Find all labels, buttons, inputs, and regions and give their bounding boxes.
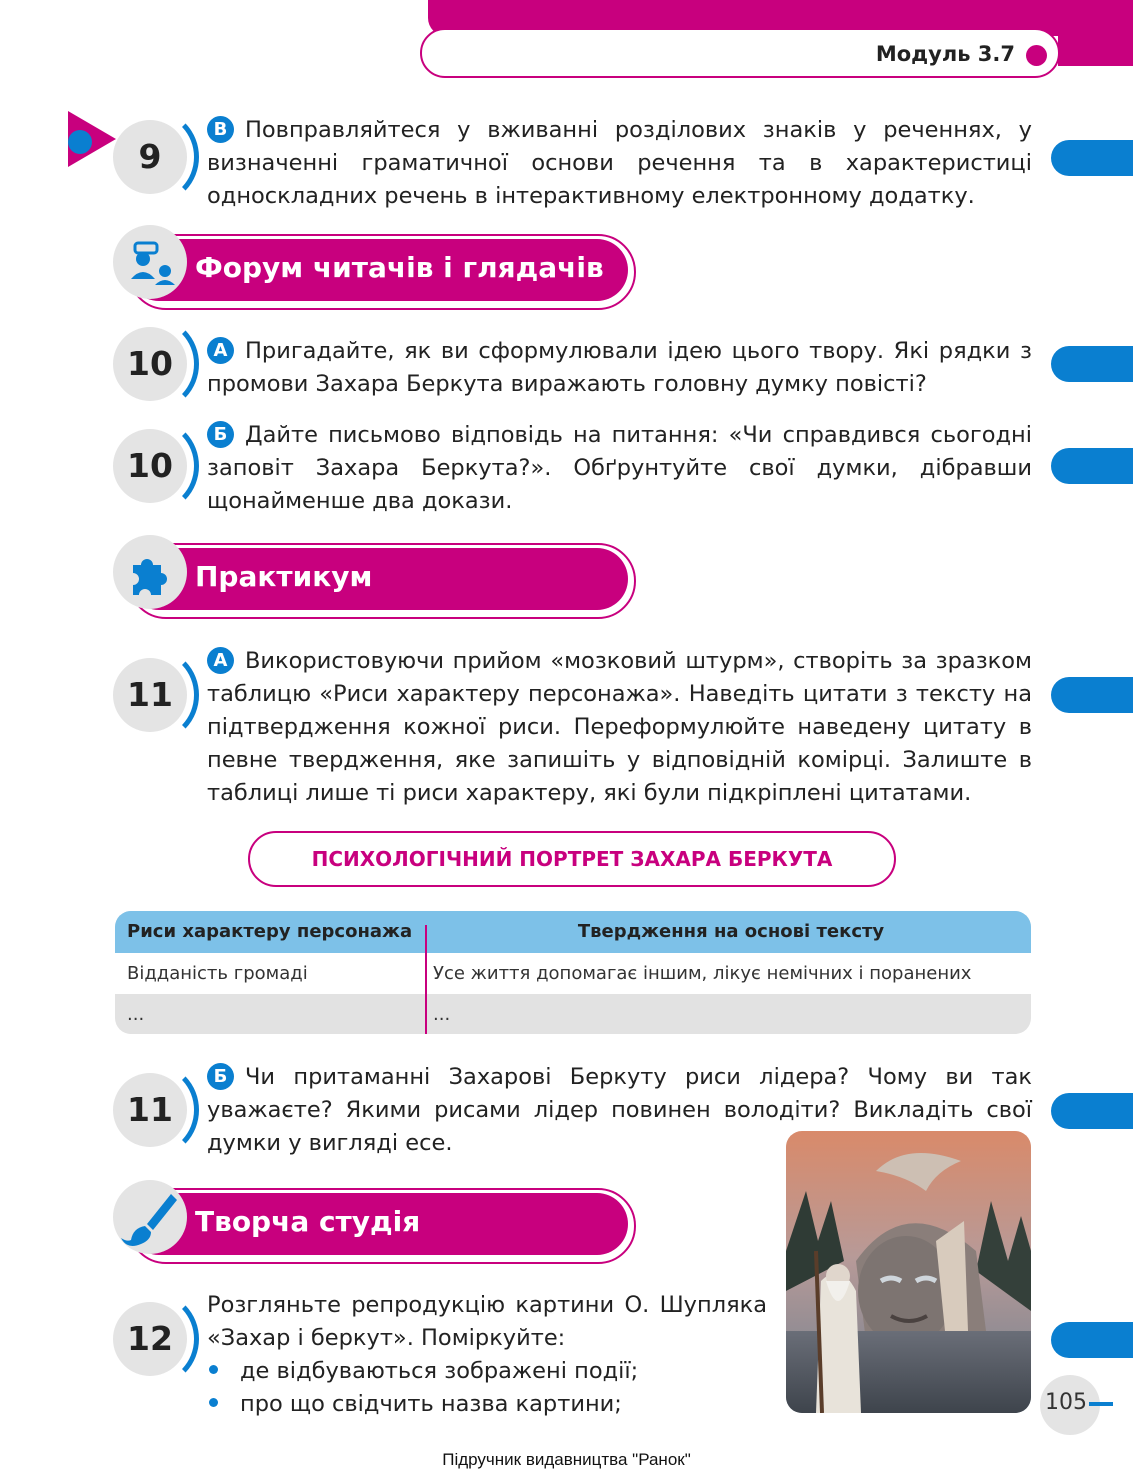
level-badge: Б [207,1063,234,1090]
column-divider [425,925,427,1034]
task-number: 10 [113,429,187,503]
task-text: Б Чи притаманні Захарові Беркуту риси лідера? Чому ви так уважаєте? Якими рисами лідер повинен володіти? Викладіть свої думки у вигляді есе. [207,1064,1032,1156]
bullet-icon [209,1398,218,1407]
table-cell: ... [433,1004,451,1025]
level-badge: А [207,647,234,674]
side-tab [1051,140,1133,176]
footer-text: Підручник видавництва "Ранок" [442,1450,691,1469]
side-tab [1051,346,1133,382]
task-number: 9 [113,120,187,194]
section-title: Творча студія [195,1205,421,1238]
table-caption: ПСИХОЛОГІЧНИЙ ПОРТРЕТ ЗАХАРА БЕРКУТА [248,831,896,887]
marker-dot-icon [68,130,92,154]
section-title: Форум читачів і глядачів [195,251,604,284]
side-tab [1051,448,1133,484]
list-item: про що свідчить назва картини; [207,1388,622,1421]
table-cell: ... [127,1004,145,1025]
brush-icon [113,1180,187,1254]
module-label: Модуль 3.7 [875,42,1015,66]
header-tab [1058,36,1133,66]
task-text: Розгляньте репродукцію картини О. Шупляка «Захар і беркут». Поміркуйте: [207,1292,767,1351]
level-badge: Б [207,421,234,448]
task-text: В Повправляйтеся у вживанні розділових знаків у реченнях, у визначенні граматичної основи речення та в характеристиці односкладних речень в інтерактивному електронному додатку. [207,117,1032,209]
side-tab [1051,677,1133,713]
bullet-icon [209,1365,218,1374]
side-tab [1051,1093,1133,1129]
puzzle-icon [113,535,187,609]
task-text: А Використовуючи прийом «мозковий штурм», створіть за зразком таблицю «Риси характеру персонажа». Наведіть цитати з тексту на підтвердження кожної риси. Переформулюйте наведену цитату в певне твердження, яке запишіть у відповідній комірці. Залиште в таблиці лише ті риси характеру, які були підкріплені цитатами. [207,648,1032,806]
task-number: 11 [113,658,187,732]
task-number: 10 [113,327,187,401]
level-badge: В [207,116,234,143]
list-item: де відбуваються зображені події; [207,1355,638,1388]
module-dot-icon [1026,45,1047,66]
task-number: 12 [113,1302,187,1376]
task-text: А Пригадайте, як ви сформулювали ідею цього твору. Які рядки з промови Захара Беркута виражають головну думку повісті? [207,338,1032,397]
section-title: Практикум [195,560,373,593]
side-tab [1051,1322,1133,1358]
page-number: 105 [1045,1390,1087,1415]
table-cell: Відданість громаді [127,963,308,984]
traits-table [115,911,1031,1034]
task-text: Б Дайте письмово відповідь на питання: «Чи справдився сьогодні заповіт Захара Беркута?». Обґрунтуйте свої думки, дібравши щонайменше два докази. [207,422,1032,514]
level-badge: А [207,337,234,364]
page-number-line [1089,1402,1113,1406]
table-header-cell: Риси характеру персонажа [127,921,413,942]
table-cell: Усе життя допомагає іншим, лікує немічних і поранених [433,963,972,984]
forum-people-icon [113,225,187,299]
task-number: 11 [113,1073,187,1147]
painting-image [786,1131,1031,1413]
table-header-cell: Твердження на основі тексту [577,921,885,942]
